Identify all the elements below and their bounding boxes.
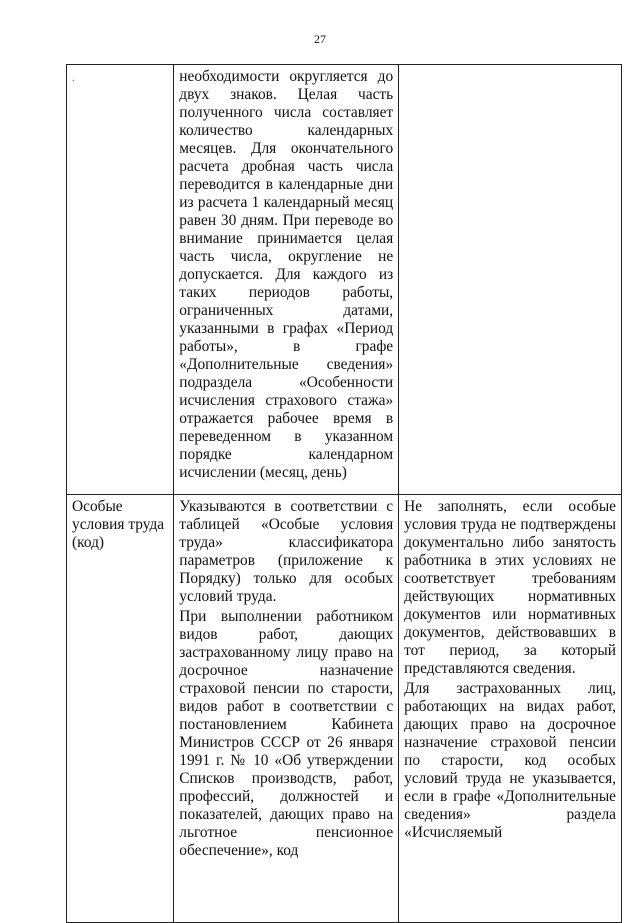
table-cell-rule xyxy=(174,495,399,923)
note-paragraph-2: Для застрахованных лиц, работающих на видах работ, дающих право на досрочное назначение страховой пенсии по старости, код особых условий труда не указывается, если в графе «Дополнительные сведения» раздела «Исчисляемый xyxy=(404,680,616,841)
table-cell-rule xyxy=(174,65,399,495)
table-cell-note xyxy=(399,65,622,495)
field-name: Особые условия труда (код) xyxy=(72,498,165,551)
table-cell-field xyxy=(67,65,174,495)
table-cell-note xyxy=(399,495,622,923)
cell-mark: . xyxy=(72,73,75,84)
table-cell-field xyxy=(67,495,174,923)
rule-paragraph-1: Указываются в соответствии с таблицей «Особые условия труда» классификатора параметров (приложение к Порядку) только для особых условий труда. xyxy=(179,498,394,605)
table-row xyxy=(67,495,622,923)
page-number: 27 xyxy=(314,32,326,46)
note-paragraph-1: Не заполнять, если особые условия труда не подтверждены документально либо занятость работника в этих условиях не соответствует требованиям действующих нормативных документов или нормативных документов, действовавших в тот период, за который представляются сведения. xyxy=(404,498,616,677)
table-row xyxy=(67,65,622,495)
document-table xyxy=(66,64,622,923)
rule-text: необходимости округляется до двух знаков. Целая часть полученного числа составляет количество календарных месяцев. Для окончательного расчета дробная часть числа переводится в календарные дни из расчета 1 календарный месяц равен 30 дням. При переводе во внимание принимается целая часть числа, округление не допускается. Для каждого из таких периодов работы, ограниченных датами, указанными в графах «Период работы», в графе «Дополнительные сведения» подраздела «Особенности исчисления страхового стажа» отражается рабочее время в переведенном в указанном порядке календарном исчислении (месяц, день) xyxy=(179,68,394,481)
rule-paragraph-2: При выполнении работником видов работ, дающих застрахованному лицу право на досрочное назначение страховой пенсии по старости, видов работ в соответствии с постановлением Кабинета Министров СССР от 26 января 1991 г. № 10 «Об утверждении Списков производств, работ, профессий, должностей и показателей, дающих право на льготное пенсионное обеспечение», код xyxy=(179,608,394,859)
